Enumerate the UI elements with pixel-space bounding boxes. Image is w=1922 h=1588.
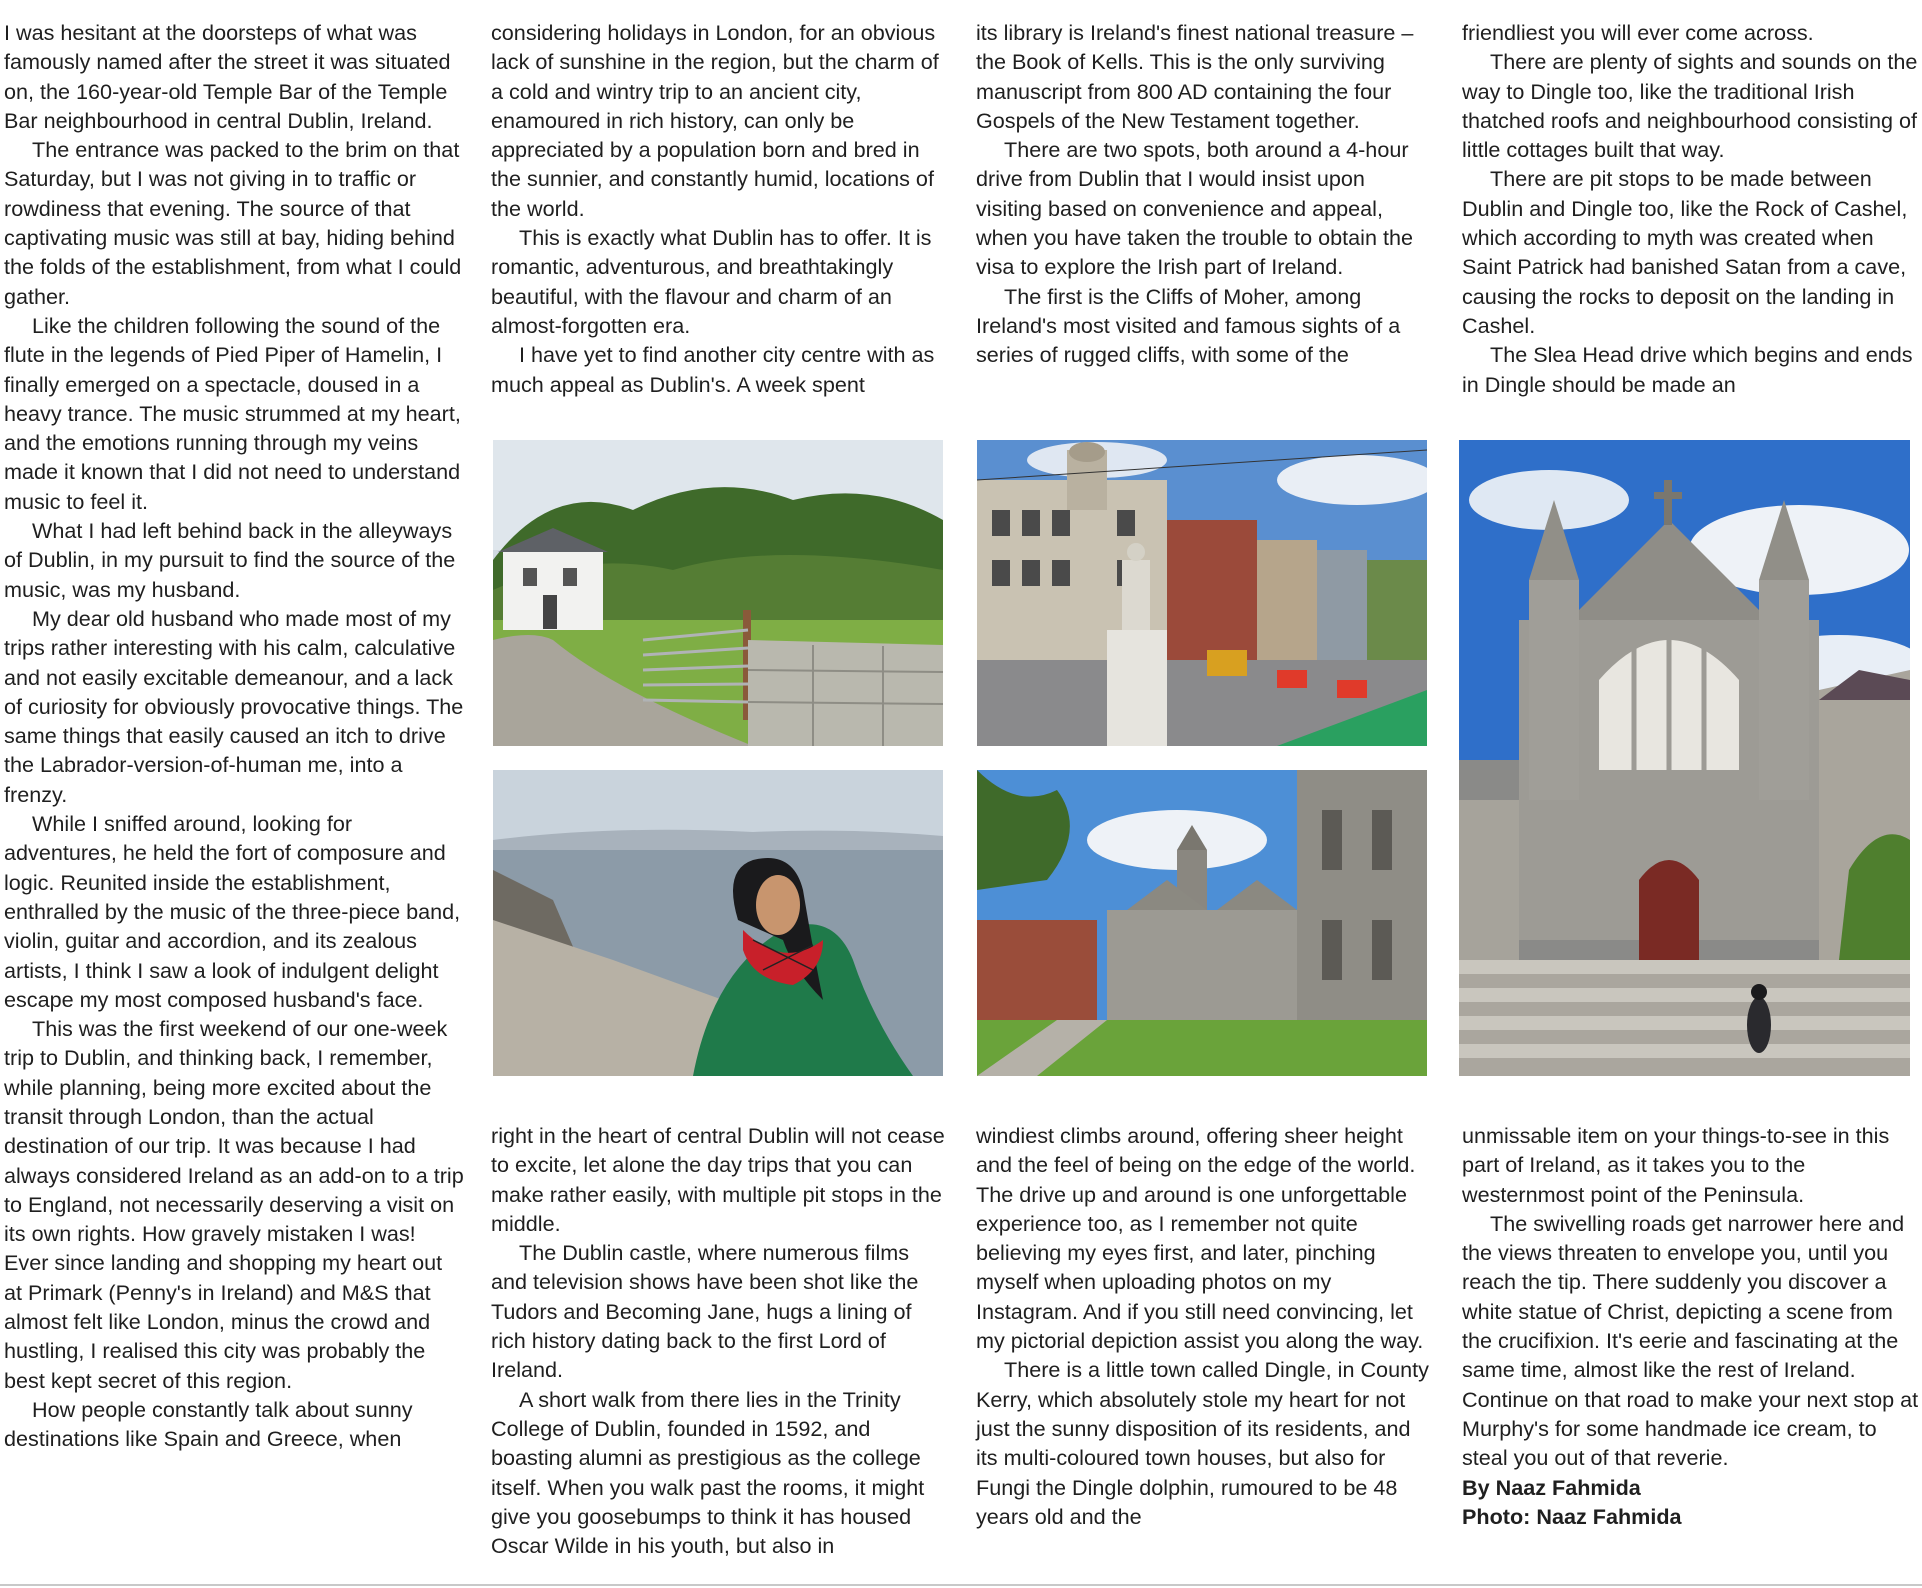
gothic-church-image bbox=[1459, 440, 1910, 1076]
byline: By Naaz Fahmida bbox=[1462, 1474, 1641, 1500]
paragraph: I was hesitant at the doorsteps of what was famously named after the street it was situated on, the 160-year-old Temple Bar of the Temple Bar neighbourhood in central Dublin, Ireland. bbox=[4, 20, 451, 133]
photo-gothic-church bbox=[1459, 440, 1910, 1076]
paragraph: The Slea Head drive which begins and ends in Dingle should be made an bbox=[1462, 342, 1913, 397]
paragraph: The first is the Cliffs of Moher, among Ireland's most visited and famous sights of a series of rugged cliffs, with some of the bbox=[976, 283, 1401, 368]
paragraph: The Dublin castle, where numerous films and television shows have been shot like the Tudors and Becoming Jane, hugs a lining of rich history dating back to the first Lord of Ireland. bbox=[491, 1240, 919, 1383]
paragraph: There are plenty of sights and sounds on the way to Dingle too, like the traditional Irish thatched roofs and neighbourhood consisting of little cottages built that way. bbox=[1462, 49, 1918, 163]
photo-cliffs-woman bbox=[493, 770, 943, 1076]
paragraph: unmissable item on your things-to-see in this part of Ireland, as it takes you to the westernmost point of the Peninsula. bbox=[1462, 1123, 1890, 1207]
paragraph: This is exactly what Dublin has to offer. It is romantic, adventurous, and breathtakingly beautiful, with the flavour and charm of an almost-forgotten era. bbox=[491, 225, 932, 338]
cliffs-image bbox=[493, 770, 943, 1076]
article-column-3-top bbox=[976, 18, 1436, 370]
photo-farmhouse-gate bbox=[493, 440, 943, 746]
page-bottom-rule bbox=[0, 1584, 1922, 1586]
paragraph: There is a little town called Dingle, in County Kerry, which absolutely stole my heart for not just the sunny disposition of its residents, and its multi-coloured town houses, but also for Fungi the Dingle dolphin, rumoured to be 48 years old and the bbox=[976, 1357, 1429, 1529]
paragraph: The swivelling roads get narrower here and the views threaten to envelope you, until you reach the tip. There suddenly you discover a white statue of Christ, depicting a scene from the crucifixion. It's eerie and fascinating at the same time, almost like the rest of Ireland. Continue on that road to make your next stop at Murphy's for some handmade ice cream, to steal you out of that reverie. bbox=[1462, 1210, 1919, 1471]
article-column-2-top bbox=[491, 18, 951, 399]
paragraph: There are two spots, both around a 4-hour drive from Dublin that I would insist upon visiting based on convenience and appeal, when you have taken the trouble to obtain the visa to explore the Irish part of Ireland. bbox=[976, 137, 1413, 280]
paragraph: I have yet to find another city centre with as much appeal as Dublin's. A week spent bbox=[491, 342, 935, 397]
article-column-4-top bbox=[1462, 18, 1922, 399]
paragraph: While I sniffed around, looking for adventures, he held the fort of composure and logic. Reunited inside the establishment, enthralled by the music of the three-piece band, violin, guitar and accordion, and its zealous artists, I think I saw a look of indulgent delight escape my most composed husband's face. bbox=[4, 811, 461, 1012]
paragraph: considering holidays in London, for an obvious lack of sunshine in the region, but the charm of a cold and wintry trip to an ancient city, enamoured in rich history, can only be appreciated by a population born and bred in the sunnier, and constantly humid, locations of the world. bbox=[491, 20, 939, 221]
article-column-4-bottom bbox=[1462, 1121, 1922, 1531]
paragraph: What I had left behind back in the alleyways of Dublin, in my pursuit to find the source of the music, was my husband. bbox=[4, 518, 456, 602]
photo-credit: Photo: Naaz Fahmida bbox=[1462, 1503, 1682, 1529]
article-column-2-bottom bbox=[491, 1121, 951, 1560]
paragraph: How people constantly talk about sunny destinations like Spain and Greece, when bbox=[4, 1396, 413, 1452]
photo-dublin-street bbox=[977, 440, 1427, 746]
paragraph: windiest climbs around, offering sheer height and the feel of being on the edge of the world. The drive up and around is one unforgettable experience too, as I remember not quite believing my eyes first, and later, pinching myself when uploading photos on my Instagram. And if you still need convincing, let my pictorial depiction assist you along the way. bbox=[976, 1123, 1424, 1354]
farmhouse-image bbox=[493, 440, 943, 746]
paragraph: its library is Ireland's finest national treasure – the Book of Kells. This is the only surviving manuscript from 800 AD containing the four Gospels of the New Testament together. bbox=[976, 20, 1414, 133]
paragraph: There are pit stops to be made between Dublin and Dingle too, like the Rock of Cashel, which according to myth was created when Saint Patrick had banished Satan from a cave, causing the rocks to deposit on the landing in Cashel. bbox=[1462, 166, 1908, 338]
paragraph: A short walk from there lies in the Trinity College of Dublin, founded in 1592, and boasting alumni as prestigious as the college itself. When you walk past the rooms, it might give you goosebumps to think it has housed Oscar Wilde in his youth, but also in bbox=[491, 1386, 925, 1559]
photo-cathedral-park bbox=[977, 770, 1427, 1076]
article-column-1 bbox=[4, 18, 464, 1454]
paragraph: friendliest you will ever come across. bbox=[1462, 20, 1814, 45]
paragraph: Like the children following the sound of the flute in the legends of Pied Piper of Hamelin, I finally emerged on a spectacle, doused in a heavy trance. The music strummed at my heart, and the emotions running through my veins made it known that I did not need to understand music to feel it. bbox=[4, 312, 461, 514]
paragraph: The entrance was packed to the brim on that Saturday, but I was not giving in to traffic or rowdiness that evening. The source of that captivating music was still at bay, hiding behind the folds of the establishment, from what I could gather. bbox=[4, 137, 462, 309]
paragraph: right in the heart of central Dublin will not cease to excite, let alone the day trips that you can make rather easily, with multiple pit stops in the middle. bbox=[491, 1123, 945, 1236]
cathedral-park-image bbox=[977, 770, 1427, 1076]
paragraph: This was the first weekend of our one-week trip to Dublin, and thinking back, I remember, while planning, being more excited about the transit through London, than the actual destination of our trip. It was because I had always considered Ireland as an add-on to a trip to England, not necessarily deserving a visit on its own rights. How gravely mistaken I was! Ever since landing and shopping my heart out at Primark (Penny's in Ireland) and M&S that almost felt like London, minus the crowd and hustling, I realised this city was probably the best kept secret of this region. bbox=[4, 1016, 464, 1393]
paragraph: My dear old husband who made most of my trips rather interesting with his calm, calculative and not easily excitable demeanour, and a lack of curiosity for obviously provocative things. The same things that easily caused an itch to drive the Labrador-version-of-human me, into a frenzy. bbox=[4, 605, 464, 807]
dublin-street-image bbox=[977, 440, 1427, 746]
article-column-3-bottom bbox=[976, 1121, 1436, 1531]
